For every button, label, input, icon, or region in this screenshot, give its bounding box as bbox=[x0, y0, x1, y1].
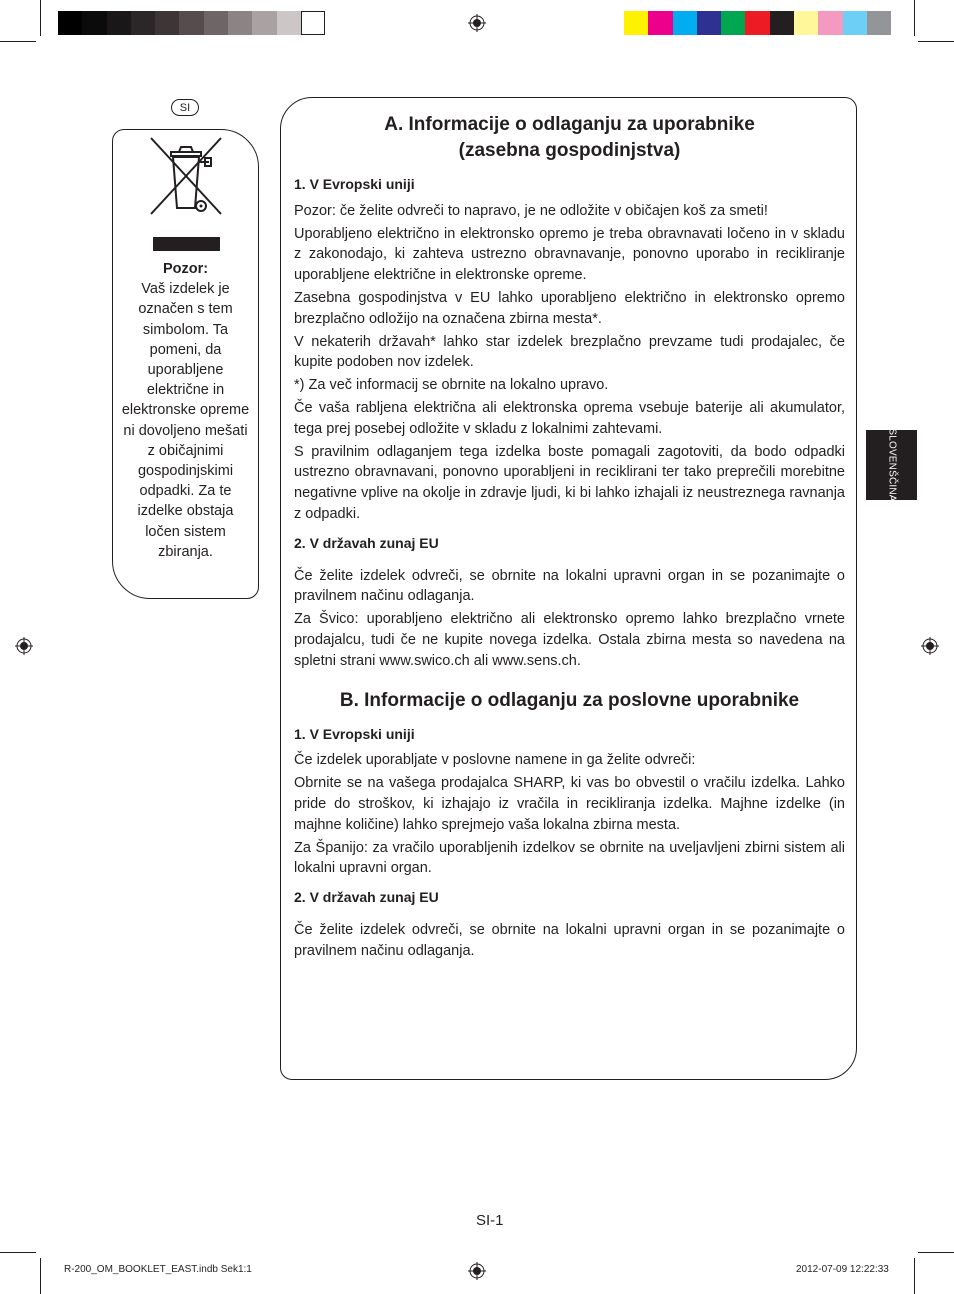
paragraph: Za Španijo: za vračilo uporabljenih izdelkov se obrnite na uveljavljeni zbirni sistem ali lokalni upravni organ. bbox=[294, 839, 845, 877]
crop-mark bbox=[918, 41, 954, 42]
section-a-title bbox=[294, 112, 845, 164]
footer-file-info: R-200_OM_BOOKLET_EAST.indb Sek1:1 bbox=[64, 1264, 252, 1275]
crop-mark bbox=[0, 1252, 36, 1253]
crossed-out-bin-icon bbox=[149, 134, 225, 223]
paragraph: Če želite izdelek odvreči, se obrnite na lokalni upravni organ in se pozanimajte o pravilnem načinu odlaganja. bbox=[294, 567, 845, 605]
paragraph: S pravilnim odlaganjem tega izdelka boste pomagali zagotoviti, da bodo odpadki ustrezno obravnavani, ponovno uporabljeni in reciklirani ter tako preprečili morebitne negativne vplive na okolje in zdravje ljudi, ki bi lahko izhajali iz neustreznega ravnanja z odpadki. bbox=[294, 443, 845, 522]
section-a-subheading-eu: 1. V Evropski uniji bbox=[294, 176, 415, 192]
crop-mark bbox=[918, 1252, 954, 1253]
color-swatch bbox=[697, 11, 721, 35]
footer-timestamp: 2012-07-09 12:22:33 bbox=[796, 1264, 889, 1275]
disposal-info-content bbox=[294, 112, 845, 964]
warning-title: Pozor: bbox=[162, 261, 209, 277]
weee-warning-box bbox=[112, 129, 259, 599]
paragraph: Če želite izdelek odvreči, se obrnite na lokalni upravni organ in se pozanimajte o pravilnem načinu odlaganja. bbox=[294, 921, 845, 959]
side-tab-label: SLOVENŠČINA bbox=[886, 428, 897, 502]
paragraph: *) Za več informacij se obrnite na lokalno upravo. bbox=[294, 377, 609, 394]
disposal-info-box bbox=[280, 97, 857, 1080]
grayscale-swatch bbox=[131, 11, 155, 35]
paragraph: Uporabljeno električno in elektronsko opremo je treba obravnavati ločeno in v skladu z zakonodajo, ki zahteva ustrezno obravnavanje, ponovno uporabo in recikliranje uporabljene električne in elektronske opreme. bbox=[294, 225, 845, 284]
grayscale-swatch bbox=[58, 11, 82, 35]
section-a-title-line1: A. Informacije o odlaganju za uporabnike bbox=[384, 114, 755, 135]
grayscale-swatch bbox=[277, 11, 301, 35]
section-b-non-eu-paragraphs bbox=[294, 920, 845, 962]
section-a-title-line2: (zasebna gospodinjstva) bbox=[458, 140, 681, 161]
color-swatch bbox=[721, 11, 745, 35]
color-swatch bbox=[794, 11, 818, 35]
grayscale-swatch bbox=[228, 11, 252, 35]
warning-text-block bbox=[119, 259, 252, 562]
paragraph: Zasebna gospodinjstva v EU lahko uporabljeno električno in elektronsko opremo brezplačno odložijo na označena zbirna mesta*. bbox=[294, 289, 845, 327]
registration-mark-icon bbox=[468, 14, 486, 32]
color-swatch bbox=[745, 11, 769, 35]
language-badge: SI bbox=[171, 99, 199, 116]
grayscale-swatch bbox=[301, 11, 325, 35]
color-swatch bbox=[770, 11, 794, 35]
crop-mark bbox=[914, 0, 915, 36]
crop-mark bbox=[40, 1258, 41, 1294]
crop-mark bbox=[40, 0, 41, 36]
color-swatch bbox=[843, 11, 867, 35]
registration-mark-icon bbox=[921, 637, 939, 655]
warning-body: Vaš izdelek je označen s tem simbolom. Ta pomeni, da uporabljene električne in elektronske opreme ni dovoljeno mešati z običajnimi gospodinjskimi odpadki. Za te izdelke obstaja ločen sistem zbiranja. bbox=[121, 281, 250, 560]
color-swatch bbox=[648, 11, 672, 35]
section-a-eu-paragraphs bbox=[294, 201, 845, 525]
grayscale-swatch bbox=[252, 11, 276, 35]
color-swatch bbox=[867, 11, 891, 35]
color-swatch bbox=[624, 11, 648, 35]
crop-mark bbox=[0, 41, 36, 42]
page-number: SI-1 bbox=[476, 1212, 504, 1229]
weee-black-bar bbox=[153, 237, 220, 251]
paragraph: Pozor: če želite odvreči to napravo, je ne odložite v običajen koš za smeti! bbox=[294, 202, 768, 219]
grayscale-swatch bbox=[155, 11, 179, 35]
paragraph: V nekaterih državah* lahko star izdelek brezplačno prevzame tudi prodajalec, če kupite podoben nov izdelek. bbox=[294, 333, 845, 371]
grayscale-swatch bbox=[82, 11, 106, 35]
section-a-non-eu-paragraphs bbox=[294, 566, 845, 672]
paragraph: Če vaša rabljena električna ali elektronska oprema vsebuje baterije ali akumulator, tega prej posebej odložite v skladu z lokalnimi zahtevami. bbox=[294, 399, 845, 437]
section-b-title: B. Informacije o odlaganju za poslovne uporabnike bbox=[339, 689, 800, 711]
grayscale-swatch bbox=[179, 11, 203, 35]
paragraph: Obrnite se na vašega prodajalca SHARP, ki vas bo obvestil o vračilu izdelka. Lahko pride do stroškov, ki izhajajo iz vračila in recikliranja izdelka. Majhne izdelke (in majhne količine) lahko sprejmejo vaša lokalna zbirna mesta. bbox=[294, 775, 845, 833]
section-b-subheading-non-eu: 2. V državah zunaj EU bbox=[294, 889, 439, 906]
section-b-subheading-eu: 1. V Evropski uniji bbox=[294, 725, 415, 742]
paragraph: Če izdelek uporabljate v poslovne namene in ga želite odvreči: bbox=[294, 752, 696, 769]
registration-mark-icon bbox=[468, 1262, 486, 1280]
color-calibration-bar bbox=[624, 11, 891, 35]
language-side-tab bbox=[866, 430, 917, 500]
registration-mark-icon bbox=[15, 637, 33, 655]
grayscale-swatch bbox=[204, 11, 228, 35]
paragraph: Za Švico: uporabljeno električno ali elektronsko opremo lahko brezplačno vrnete prodajalcu, tudi če ne kupite novega izdelka. Ostala zbirna mesta so navedena na spletni strani www.swico.ch ali www.sens.ch. bbox=[294, 611, 845, 669]
color-swatch bbox=[673, 11, 697, 35]
section-b-eu-paragraphs bbox=[294, 750, 845, 879]
grayscale-calibration-bar bbox=[58, 11, 325, 35]
color-swatch bbox=[818, 11, 842, 35]
grayscale-swatch bbox=[107, 11, 131, 35]
section-a-subheading-non-eu: 2. V državah zunaj EU bbox=[294, 534, 439, 551]
crop-mark bbox=[914, 1258, 915, 1294]
